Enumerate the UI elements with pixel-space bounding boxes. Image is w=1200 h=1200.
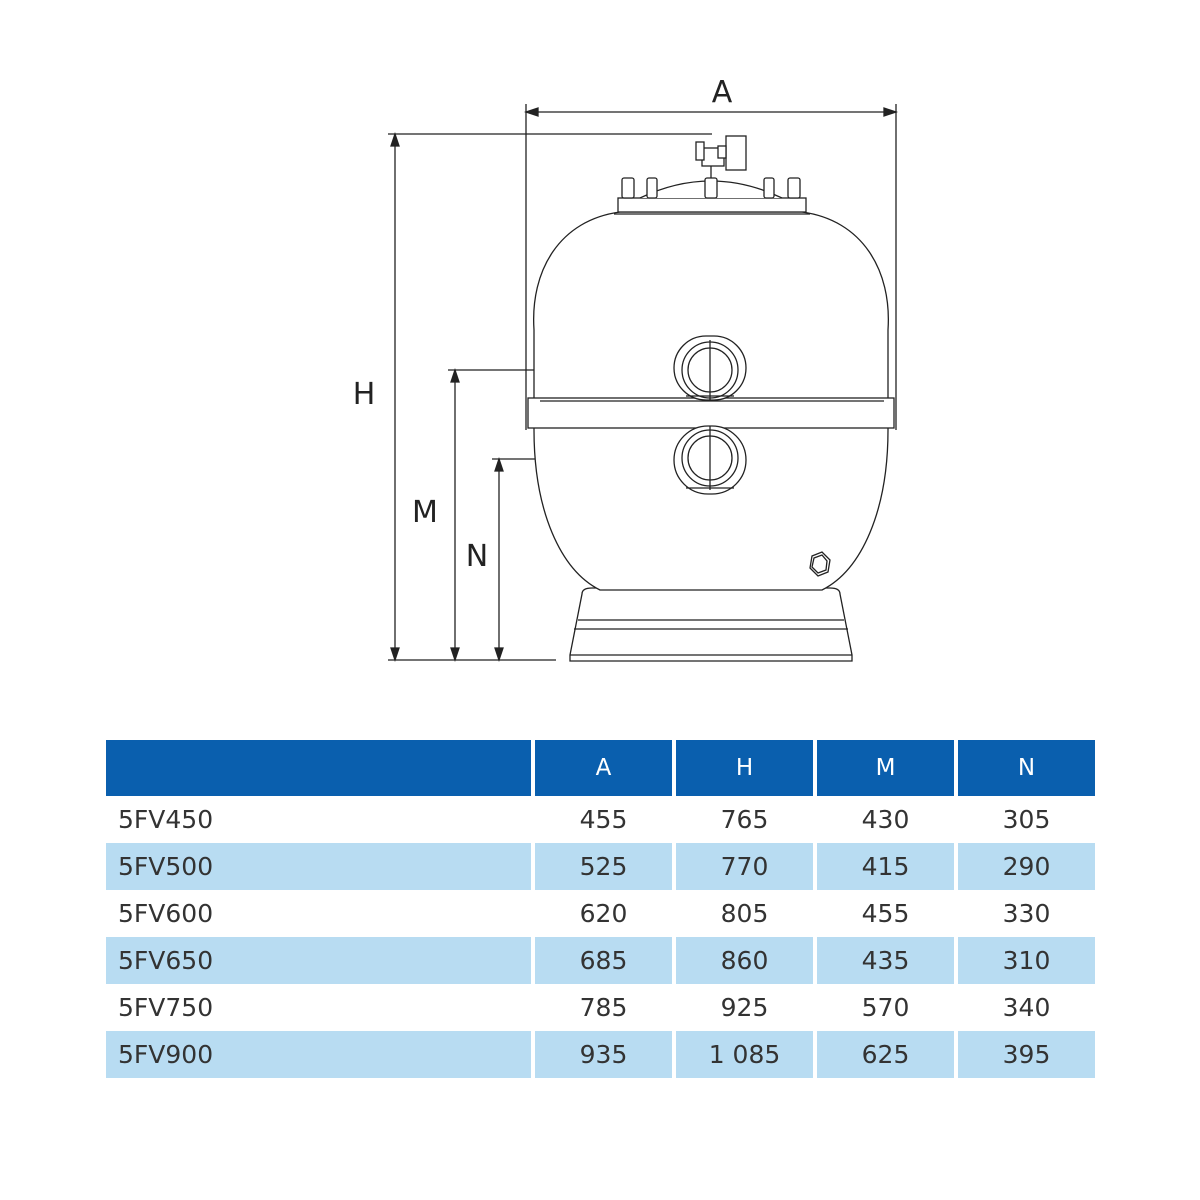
cell-a: 935 xyxy=(531,1031,672,1078)
table-row xyxy=(106,796,1095,843)
cell-model: 5FV750 xyxy=(118,993,214,1022)
cell-n: 290 xyxy=(954,843,1095,890)
cell-a: 620 xyxy=(531,890,672,937)
table-row xyxy=(106,984,1095,1031)
cell-n: 310 xyxy=(954,937,1095,984)
cell-n: 305 xyxy=(954,796,1095,843)
cell-m: 455 xyxy=(813,890,954,937)
header-model xyxy=(106,740,531,796)
cell-h: 860 xyxy=(672,937,813,984)
filter-tank xyxy=(528,136,894,661)
cell-model: 5FV900 xyxy=(106,1031,531,1078)
cell-m: 430 xyxy=(813,796,954,843)
header-n: N xyxy=(954,740,1095,796)
table-row xyxy=(106,890,1095,937)
cell-a: 685 xyxy=(531,937,672,984)
cell-model: 5FV600 xyxy=(118,899,214,928)
table-row xyxy=(106,1031,1095,1078)
table-row xyxy=(106,843,1095,890)
header-m: M xyxy=(813,740,954,796)
cell-n: 330 xyxy=(954,890,1095,937)
cell-m: 415 xyxy=(813,843,954,890)
dimensions-table xyxy=(106,740,1095,1078)
cell-h: 1 085 xyxy=(672,1031,813,1078)
table-row xyxy=(106,937,1095,984)
lower-port xyxy=(674,426,746,494)
lid-bolts xyxy=(622,178,800,198)
cell-a: 525 xyxy=(531,843,672,890)
dimension-h-label: H xyxy=(352,377,376,412)
cell-a: 455 xyxy=(531,796,672,843)
dimension-n-label: N xyxy=(465,539,489,574)
cell-h: 765 xyxy=(672,796,813,843)
upper-port xyxy=(674,336,746,400)
cell-model: 5FV650 xyxy=(106,937,531,984)
cell-n: 395 xyxy=(954,1031,1095,1078)
dimension-m-label: M xyxy=(412,495,438,530)
cell-h: 925 xyxy=(672,984,813,1031)
cell-h: 770 xyxy=(672,843,813,890)
cell-h: 805 xyxy=(672,890,813,937)
cell-model: 5FV500 xyxy=(106,843,531,890)
header-h: H xyxy=(672,740,813,796)
cell-a: 785 xyxy=(531,984,672,1031)
cell-m: 570 xyxy=(813,984,954,1031)
cell-m: 625 xyxy=(813,1031,954,1078)
air-release-valve xyxy=(696,136,746,178)
header-a: A xyxy=(531,740,672,796)
table-header-row xyxy=(106,740,1095,796)
cell-model: 5FV450 xyxy=(118,805,214,834)
cell-n: 340 xyxy=(954,984,1095,1031)
dimension-a-label: A xyxy=(711,75,733,110)
cell-m: 435 xyxy=(813,937,954,984)
